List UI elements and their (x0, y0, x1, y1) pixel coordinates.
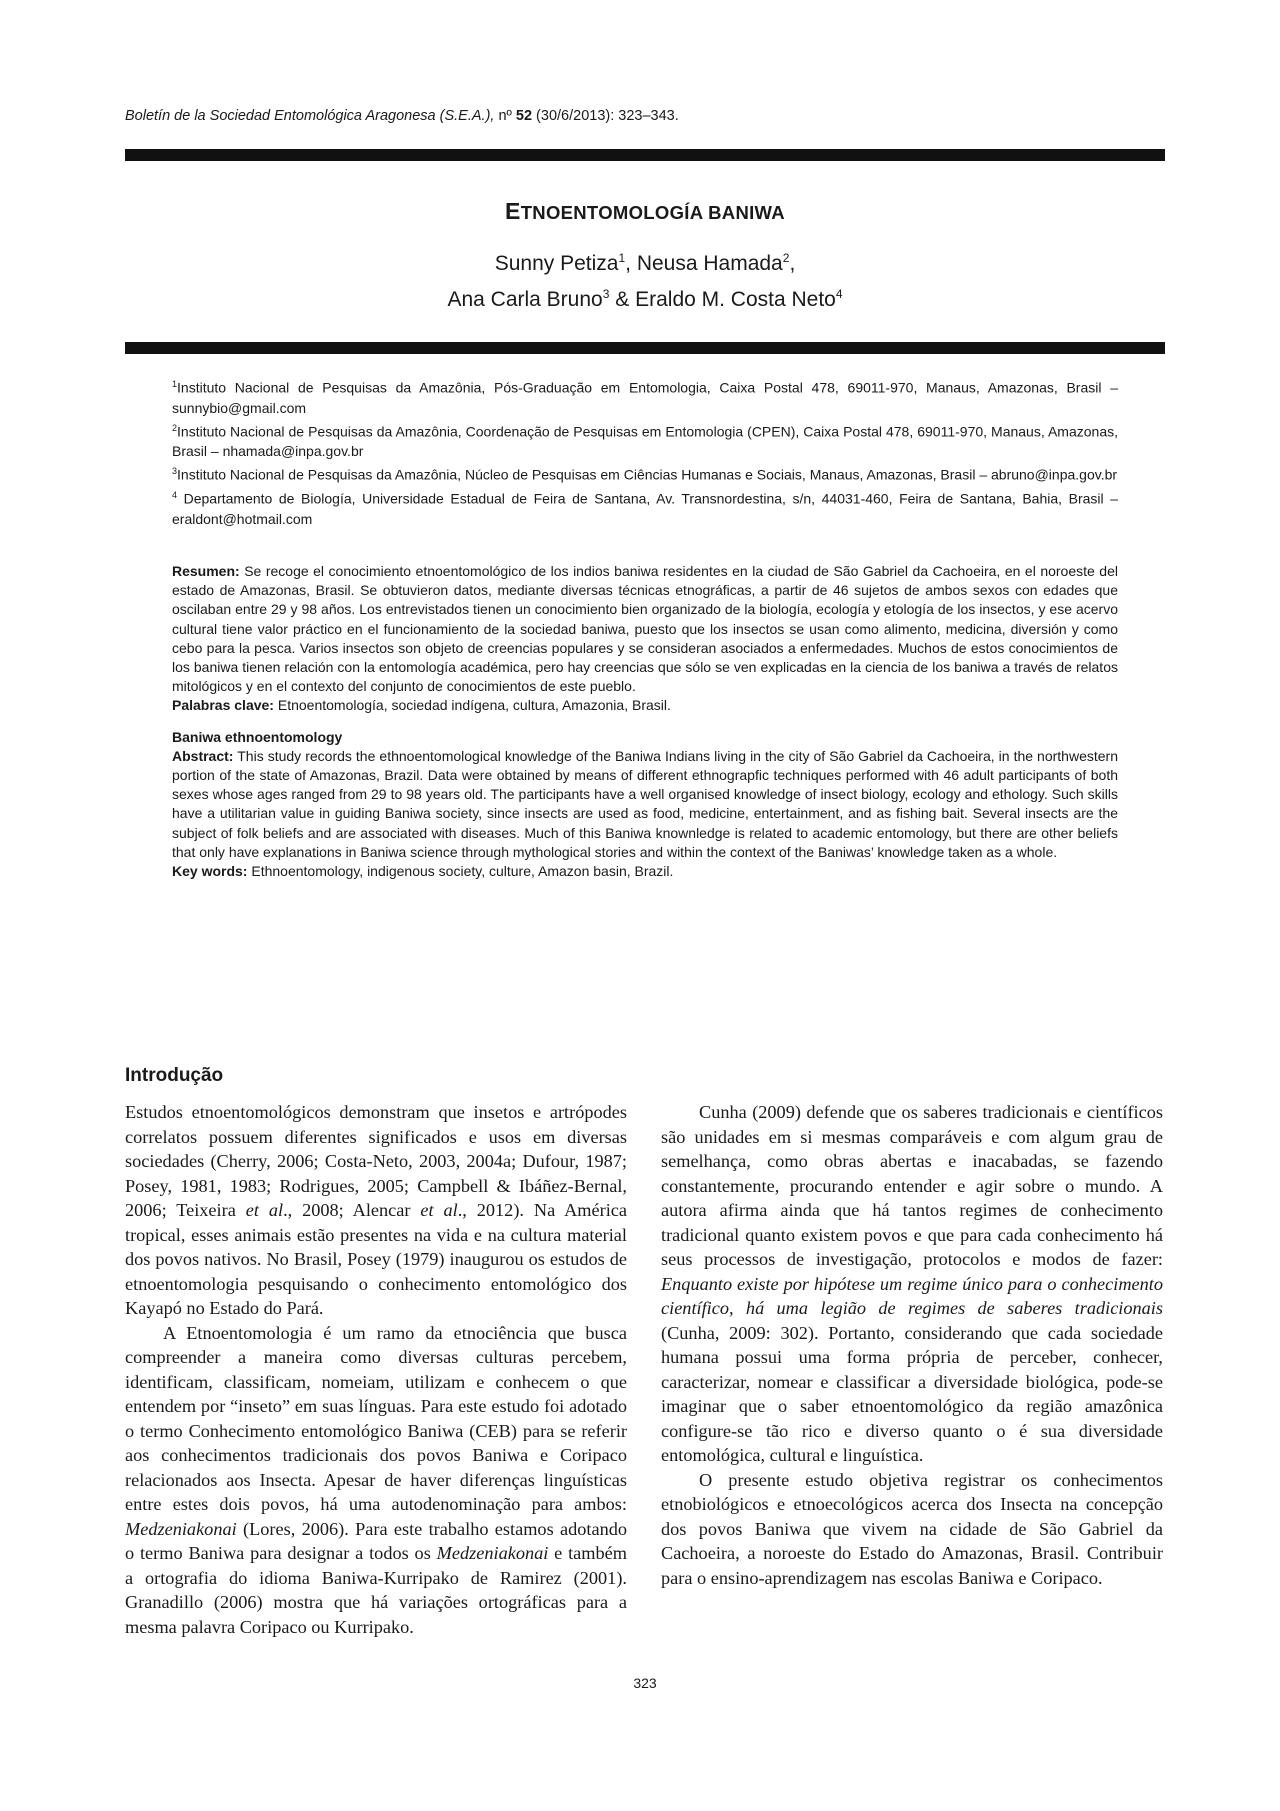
article-title (125, 198, 1165, 225)
text-run: ., 2008; Alencar (283, 1200, 421, 1220)
middle-rule (125, 342, 1165, 354)
text-run: Cunha (2009) defende que os saberes tradicionais e científicos são unidades em si mesmas comparáveis e com algum grau de semelhança, como obras abertas e inacabadas, se fazendo constantemente, procurando entender e agir sobre o mundo. A autora afirma ainda que há tantos regimes de conhecimento tradicional quanto existem povos e que para cada conhecimento há seus processos de investigação, protocolos e modos de fazer: (661, 1102, 1163, 1269)
journal-citation (125, 108, 1165, 124)
affiliation-4 (172, 485, 1118, 529)
affiliations (172, 374, 1118, 529)
text-run: ., 2012). Na América tropical, esses animais estão presentes na vida e na cultura material dos povos nativos. No Brasil, Posey (1979) inaugurou os estudos de etnoentomologia pesquisando o conhecimento entomológico dos Kayapó no Estado do Pará. (125, 1200, 628, 1318)
author-sup: 2 (782, 251, 790, 265)
text-run-italic: et al (245, 1200, 284, 1220)
journal-number: 52 (515, 108, 533, 124)
title-rest: TNOENTOMOLOGÍA BANIWA (520, 202, 785, 223)
author-line-1 (125, 243, 1165, 279)
abstract-label: Abstract: (172, 747, 234, 764)
text-run: A Etnoentomologia é um ramo da etnociência que busca compreender a maneira como diversas culturas percebem, identificam, classificam, nomeiam, utilizam e conhecem o que entendem por “inseto” em suas línguas. Para este estudo foi adotado o termo Conhecimento entomológico Baniwa (CEB) para se referir aos conhecimentos tradicionais dos povos Baniwa e Coripaco relacionados aos Insecta. Apesar de haver diferenças linguísticas entre estes dois povos, há uma autodenominação para ambos: (125, 1322, 627, 1514)
author-sup: 1 (618, 251, 626, 265)
title-first-letter: E (505, 198, 521, 224)
abstract-gap (172, 716, 1118, 728)
affiliation-sup: 2 (172, 422, 178, 433)
journal-details: (30/6/2013): 323–343. (536, 108, 679, 124)
affiliation-sup: 1 (172, 379, 178, 389)
body-paragraph (661, 1100, 1163, 1468)
body-column-left (125, 1100, 627, 1639)
author-name: Sunny Petiza (494, 252, 619, 275)
resumen-label: Resumen: (172, 563, 240, 579)
abstract-text: This study records the ethnoentomological knowledge of the Baniwa Indians living in the city of São Gabriel da Cachoeira, in the northwestern portion of the state of Amazonas, Brazil. Data were obtained by means of different ethnograpfic techniques performed with 46 adult participants of both sexes whose ages ranged from 29 to 98 years old. The participants have a well organised knowledge of insect biology, ecology and ethology. Such skills have a utilitarian value in guiding Baniwa society, since insects are used as food, medicine, entertainment, and as fishing bait. Several insects are the subject of folk beliefs and are associated with diseases. Much of this Baniwa knownledge is related to academic entomology, but there are other beliefs that only have explanations in Baniwa science through mythological stories and within the context of the Baniwas’ knowledge taken as a whole. (172, 747, 1118, 860)
author-sep: & (609, 288, 636, 311)
resumen-text: Se recoge el conocimiento etnoentomológico de los indios baniwa residentes en la ciudad de São Gabriel da Cachoeira, en el noroeste del estado de Amazonas, Brasil. Se obtuvieron datos, mediante diversas técnicas etnográficas, a partir de 46 sujetos de ambos sexos con edades que oscilaban entre 29 y 98 años. Los entrevistados tienen un conocimiento bien organizado de la biología, ecología y etología de los insectos, y ese acervo cultural tiene valor práctico en el funcionamiento de la sociedad baniwa, puesto que los insectos se usan como alimento, medicina, diversión y como cebo para la pesca. Varios insectos son objeto de creencias populares y se consideran asociados a enfermedades. Muchos de estos conocimientos de los baniwa tienen relación con la entomología académica, pero hay creencias que sólo se ven explicadas en la ciencia de los baniwa a través de relatos mitológicos y en el contexto del conjunto de conocimientos de este pueblo. (172, 563, 1118, 695)
palabras-clave-text: Etnoentomología, sociedad indígena, cultura, Amazonia, Brasil. (273, 697, 671, 714)
abstract-paragraph (172, 747, 1118, 862)
author-name: Eraldo M. Costa Neto (635, 288, 836, 311)
affiliation-3 (172, 461, 1118, 485)
author-name: Neusa Hamada (636, 252, 783, 275)
author-name: Ana Carla Bruno (447, 288, 603, 311)
body-paragraph (125, 1321, 627, 1640)
key-words (172, 862, 1118, 881)
palabras-clave (172, 696, 1118, 715)
affiliation-text: Instituto Nacional de Pesquisas da Amazônia, Núcleo de Pesquisas em Ciências Humanas e Sociais, Manaus, Amazonas, Brasil – abruno@inpa.gov.br (177, 466, 1118, 483)
text-run-italic: Medzeniakonai (436, 1543, 549, 1563)
text-run: (Lores, 2006). Para este trabalho estamos adotando o termo Baniwa para designar a todos os (125, 1518, 627, 1563)
text-run: Estudos etnoentomológicos demonstram que insetos e artrópodes correlatos possuem diferentes significados e usos em diversas sociedades (Cherry, 2006; Costa-Neto, 2003, 2004a; Dufour, 1987; Posey, 1981, 1983; Rodrigues, 2005; Campbell & Ibáñez-Bernal, 2006; Teixeira (125, 1102, 627, 1220)
abstract-block (172, 562, 1118, 881)
journal-number-prefix: nº (498, 108, 512, 124)
text-run-italic: Enquanto existe por hipótese um regime único para o conhecimento científico, há uma legião de regimes de saberes tradicionais (661, 1273, 1163, 1318)
text-run: (Cunha, 2009: 302). Portanto, considerando que cada sociedade humana possui uma forma própria de perceber, conhecer, caracterizar, nomear e classificar a diversidade biológica, pode-se imaginar que o saber etnoentomológico da região amazônica configure-se tão rico e diverso quanto o é sua diversidade entomológica, cultural e linguística. (661, 1322, 1163, 1465)
abstract-heading (172, 728, 1118, 747)
key-words-text: Ethnoentomology, indigenous society, culture, Amazon basin, Brazil. (247, 863, 674, 880)
text-run: e também a ortografia do idioma Baniwa-Kurripako de Ramirez (2001). Granadillo (2006) mostra que há variações ortográficas para a mesma palavra Coripaco ou Kurripako. (125, 1543, 627, 1637)
author-line-2 (125, 279, 1165, 315)
text-run-italic: et al (420, 1200, 458, 1220)
author-sup: 4 (835, 287, 843, 301)
author-list (125, 243, 1165, 315)
resumen-paragraph (172, 562, 1118, 696)
journal-name: Boletín de la Sociedad Entomológica Aragonesa (S.E.A.), (125, 108, 495, 124)
key-words-label: Key words: (172, 863, 248, 880)
affiliation-sup: 3 (172, 466, 178, 477)
affiliation-text: Instituto Nacional de Pesquisas da Amazônia, Coordenação de Pesquisas em Entomologia (CPEN), Caixa Postal 478, 69011-970, Manaus, Amazonas, Brasil – nhamada@inpa.gov.br (172, 423, 1118, 460)
affiliation-1 (172, 374, 1118, 418)
abstract-heading-text: Baniwa ethnoentomology (172, 728, 343, 745)
palabras-clave-label: Palabras clave: (172, 697, 274, 714)
author-sep: , (789, 252, 796, 275)
body-paragraph (125, 1100, 627, 1321)
section-heading: Introdução (125, 1065, 224, 1086)
top-rule (125, 149, 1165, 161)
affiliation-text: Departamento de Biología, Universidade Estadual de Feira de Santana, Av. Transnordestina, s/n, 44031-460, Feira de Santana, Bahia, Brasil – eraldont@hotmail.com (172, 490, 1118, 527)
body-column-right (661, 1100, 1163, 1590)
author-sup: 3 (602, 287, 610, 301)
affiliation-2 (172, 418, 1118, 462)
body-paragraph: O presente estudo objetiva registrar os conhecimentos etnobiológicos e etnoecológicos acerca dos Insecta na concepção dos povos Baniwa que vivem na cidade de São Gabriel da Cachoeira, a noroeste do Estado do Amazonas, Brasil. Contribuir para o ensino-aprendizagem nas escolas Baniwa e Coripaco. (661, 1469, 1163, 1588)
affiliation-sup: 4 (172, 489, 178, 500)
affiliation-text: Instituto Nacional de Pesquisas da Amazônia, Pós-Graduação em Entomologia, Caixa Postal 478, 69011-970, Manaus, Amazonas, Brasil – sunnybio@gmail.com (172, 379, 1118, 416)
author-sep: , (625, 252, 637, 275)
page-number: 323 (633, 1675, 657, 1691)
text-run-italic: Medzeniakonai (125, 1518, 237, 1539)
